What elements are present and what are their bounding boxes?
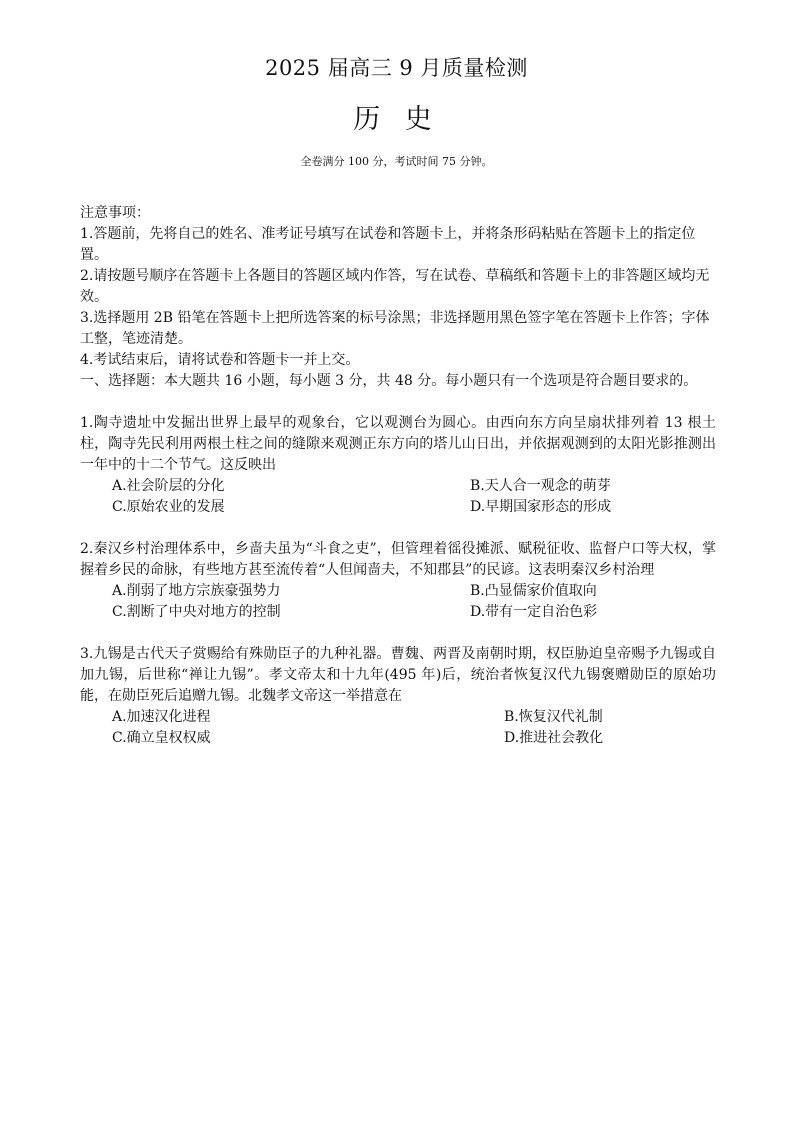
notice-heading: 注意事项： (80, 205, 150, 221)
exam-title: 2025 届高三 9 月质量检测 (265, 56, 528, 80)
notice-item-4: 4.考试结束后，请将试卷和答题卡一并上交。 (80, 352, 360, 368)
option-d: D.带有一定自治色彩 (470, 604, 598, 620)
notice-item-3: 3.选择题用 2B 铅笔在答题卡上把所选答案的标号涂黑；非选择题用黑色签字笔在答题卡上作答；字体工整，笔迹清楚。 (80, 310, 710, 347)
exam-meta: 全卷满分 100 分，考试时间 75 分钟。 (300, 155, 493, 168)
notice-item-2: 2.请按题号顺序在答题卡上各题目的答题区域内作答，写在试卷、草稿纸和答题卡上的非答题区域均无效。 (80, 268, 710, 305)
option-list (112, 707, 716, 749)
option-a: A.社会阶层的分化 (112, 478, 225, 494)
option-b: B.凸显儒家价值取向 (470, 583, 597, 599)
option-a: A.削弱了地方宗族豪强势力 (112, 583, 281, 599)
option-c: C.确立皇权权威 (112, 730, 211, 746)
option-list (112, 476, 716, 518)
question-stem: 1.陶寺遗址中发掘出世界上最早的观象台，它以观测台为圆心。由西向东方向呈扇状排列着 13 根土柱，陶寺先民利用两根土柱之间的缝隙来观测正东方向的塔儿山日出，并依据观测到的太阳光影推测出一年中的十二个节气。这反映出 (80, 415, 716, 473)
option-d: D.推进社会教化 (504, 730, 604, 746)
option-a: A.加速汉化进程 (112, 709, 211, 725)
question-stem: 3.九锡是古代天子赏赐给有殊勋臣子的九种礼器。曹魏、两晋及南朝时期，权臣胁迫皇帝赐予九锡或自加九锡，后世称“禅让九锡”。孝文帝太和十九年(495 年)后，统治者恢复汉代九锡褒赠勋臣的原始功能，在勋臣死后追赠九锡。北魏孝文帝这一举措意在 (80, 646, 716, 704)
question-3 (80, 644, 716, 749)
option-c: C.割断了中央对地方的控制 (112, 604, 281, 620)
exam-content (80, 203, 716, 749)
option-c: C.原始农业的发展 (112, 499, 225, 515)
subject-title: 历 史 (353, 104, 440, 135)
notice-item-1: 1.答题前，先将自己的姓名、准考证号填写在试卷和答题卡上，并将条形码粘贴在答题卡上的指定位置。 (80, 226, 696, 263)
section-title: 一、选择题：本大题共 16 小题，每小题 3 分，共 48 分。每小题只有一个选项是符合题目要求的。 (80, 373, 698, 389)
notice-block (80, 203, 716, 392)
question-stem: 2.秦汉乡村治理体系中，乡啬夫虽为“斗食之吏”，但管理着徭役摊派、赋税征收、监督户口等大权，掌握着乡民的命脉，有些地方甚至流传着“人但闻啬夫，不知郡县”的民谚。这表明秦汉乡村治理 (80, 541, 716, 578)
option-d: D.早期国家形态的形成 (470, 499, 612, 515)
option-b: B.天人合一观念的萌芽 (470, 478, 611, 494)
question-1 (80, 413, 716, 518)
option-b: B.恢复汉代礼制 (504, 709, 603, 725)
option-list (112, 581, 716, 623)
question-2 (80, 539, 716, 623)
